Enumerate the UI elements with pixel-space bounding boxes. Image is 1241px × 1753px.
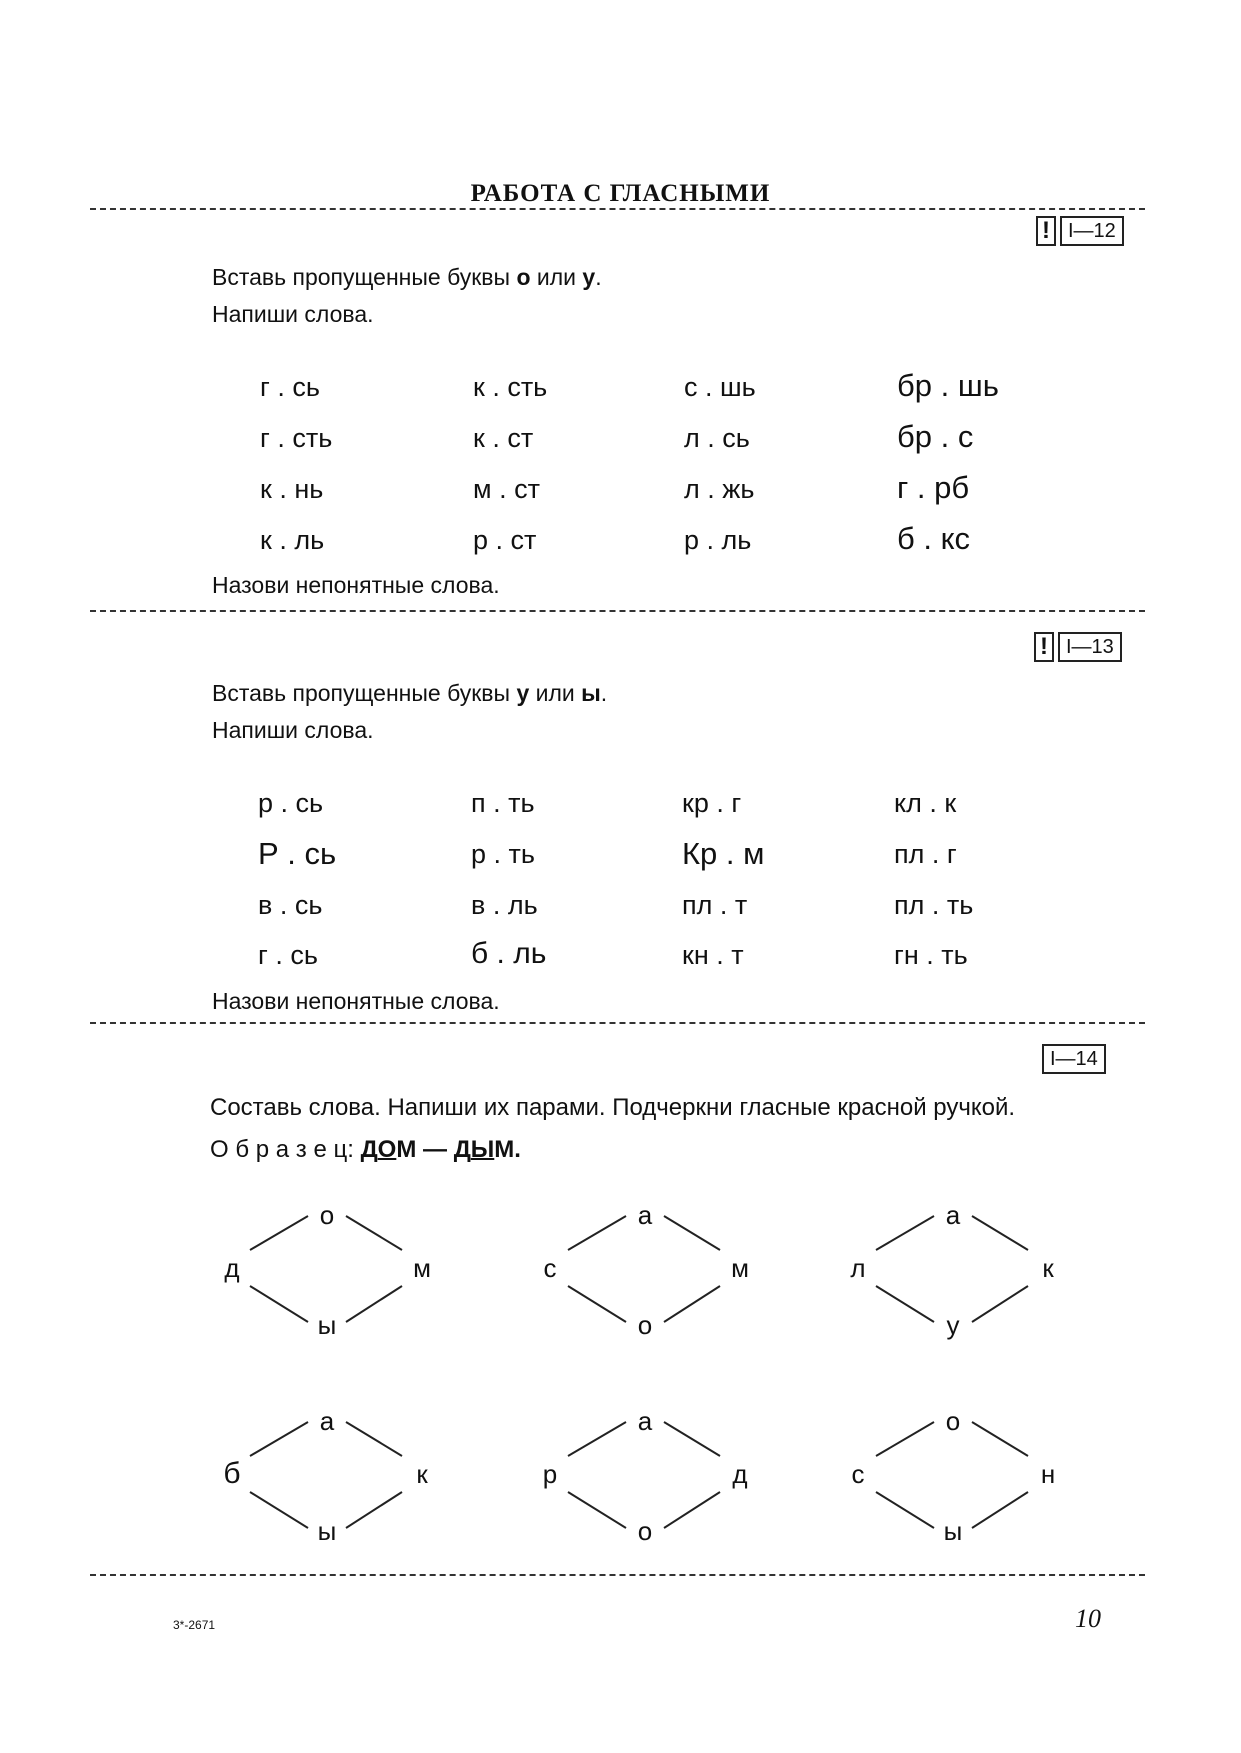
word-item: п . ть: [471, 788, 535, 818]
diamond-letter-top: а: [319, 1406, 335, 1436]
word-item: к . нь: [260, 474, 324, 504]
word-item: р . сь: [258, 788, 324, 818]
word-item: л . жь: [684, 474, 755, 504]
word-item: гн . ть: [894, 940, 968, 970]
word-item: б . кс: [897, 521, 971, 556]
letter-diamond: [530, 1200, 770, 1340]
exercise-footer: Назови непонятные слова.: [212, 572, 500, 598]
word-item: л . сь: [684, 423, 750, 453]
instruction-line-2: Напиши слова.: [212, 717, 374, 743]
instruction-line-2: Напиши слова.: [212, 301, 374, 327]
diamond-letter-top: а: [637, 1406, 653, 1436]
diamond-letter-bottom: ы: [317, 1516, 337, 1546]
diamond-letter-top: о: [945, 1406, 961, 1436]
instruction: Вставь пропущенные буквы о или у.: [212, 264, 602, 290]
letter-diamond: [838, 1200, 1078, 1340]
divider: [90, 610, 1145, 612]
word-item: с . шь: [684, 372, 756, 402]
word-item: к . ль: [260, 525, 325, 555]
word-item: бр . шь: [897, 368, 999, 403]
diamond-letter-right: д: [732, 1459, 748, 1489]
letter-diamond: [530, 1406, 770, 1546]
diamond-letter-left: с: [851, 1459, 865, 1489]
word-item: м . ст: [473, 474, 540, 504]
diamond-letter-top: о: [319, 1200, 335, 1230]
divider: [90, 1574, 1145, 1576]
word-item: г . сь: [258, 940, 318, 970]
exercise-footer: Назови непонятные слова.: [212, 988, 500, 1014]
diamond-letter-bottom: о: [637, 1310, 653, 1340]
word-item: к . ст: [473, 423, 534, 453]
exercise-badge: [1042, 1044, 1106, 1074]
word-item: г . сь: [260, 372, 320, 402]
divider: [90, 1022, 1145, 1024]
word-item: р . ст: [473, 525, 537, 555]
diamond-letter-right: н: [1040, 1459, 1056, 1489]
divider: [90, 208, 1145, 210]
letter-diamond: [838, 1406, 1078, 1546]
word-item: бр . с: [897, 419, 974, 454]
exercise-number: I—13: [1058, 632, 1122, 662]
diamond-letter-left: л: [850, 1253, 866, 1283]
exercise-badge: [1036, 216, 1124, 246]
diamond-letter-bottom: у: [946, 1310, 960, 1340]
diamond-letter-right: м: [731, 1253, 749, 1283]
word-item: б . ль: [471, 937, 547, 970]
word-item: р . ль: [684, 525, 752, 555]
instruction: Составь слова. Напиши их парами. Подчеркни гласные красной ручкой.: [210, 1094, 1016, 1121]
diamond-letter-bottom: ы: [943, 1516, 963, 1546]
diamond-letter-left: д: [224, 1253, 240, 1283]
diamond-letter-left: с: [543, 1253, 557, 1283]
exercise-badge: [1034, 632, 1122, 662]
diamond-letter-top: а: [945, 1200, 961, 1230]
page-number: 10: [1075, 1604, 1101, 1633]
word-item: г . сть: [260, 423, 333, 453]
exclamation-icon: !: [1034, 632, 1054, 662]
word-item: пл . г: [894, 839, 957, 869]
instruction: Вставь пропущенные буквы у или ы.: [212, 680, 608, 706]
diamond-letter-left: б: [223, 1457, 241, 1490]
word-item: к . сть: [473, 372, 548, 402]
word-item: р . ть: [471, 839, 535, 869]
diamond-letter-left: р: [542, 1459, 558, 1489]
word-item: г . рб: [897, 470, 970, 505]
sample: О б р а з е ц: ДОМ — ДЫМ.: [210, 1136, 521, 1163]
exercise-number: I—14: [1042, 1044, 1106, 1074]
diamond-letter-bottom: ы: [317, 1310, 337, 1340]
word-item: пл . ть: [894, 890, 974, 920]
exercise-number: I—12: [1060, 216, 1124, 246]
word-item: в . сь: [258, 890, 323, 920]
word-item: Кр . м: [682, 836, 765, 871]
word-item: в . ль: [471, 890, 538, 920]
letter-diamond: [212, 1406, 452, 1546]
diamond-letter-right: к: [416, 1459, 428, 1489]
print-code: 3*-2671: [173, 1618, 216, 1632]
page-title: РАБОТА С ГЛАСНЫМИ: [470, 180, 771, 207]
diamond-letter-right: м: [413, 1253, 431, 1283]
letter-diamond: [212, 1200, 452, 1340]
word-item: кр . г: [682, 788, 742, 818]
exclamation-icon: !: [1036, 216, 1056, 246]
word-item: кл . к: [894, 788, 957, 818]
diamond-letter-right: к: [1042, 1253, 1054, 1283]
diamond-letter-top: а: [637, 1200, 653, 1230]
diamond-letter-bottom: о: [637, 1516, 653, 1546]
word-item: пл . т: [682, 890, 748, 920]
word-item: кн . т: [682, 940, 744, 970]
word-item: Р . сь: [258, 836, 337, 871]
